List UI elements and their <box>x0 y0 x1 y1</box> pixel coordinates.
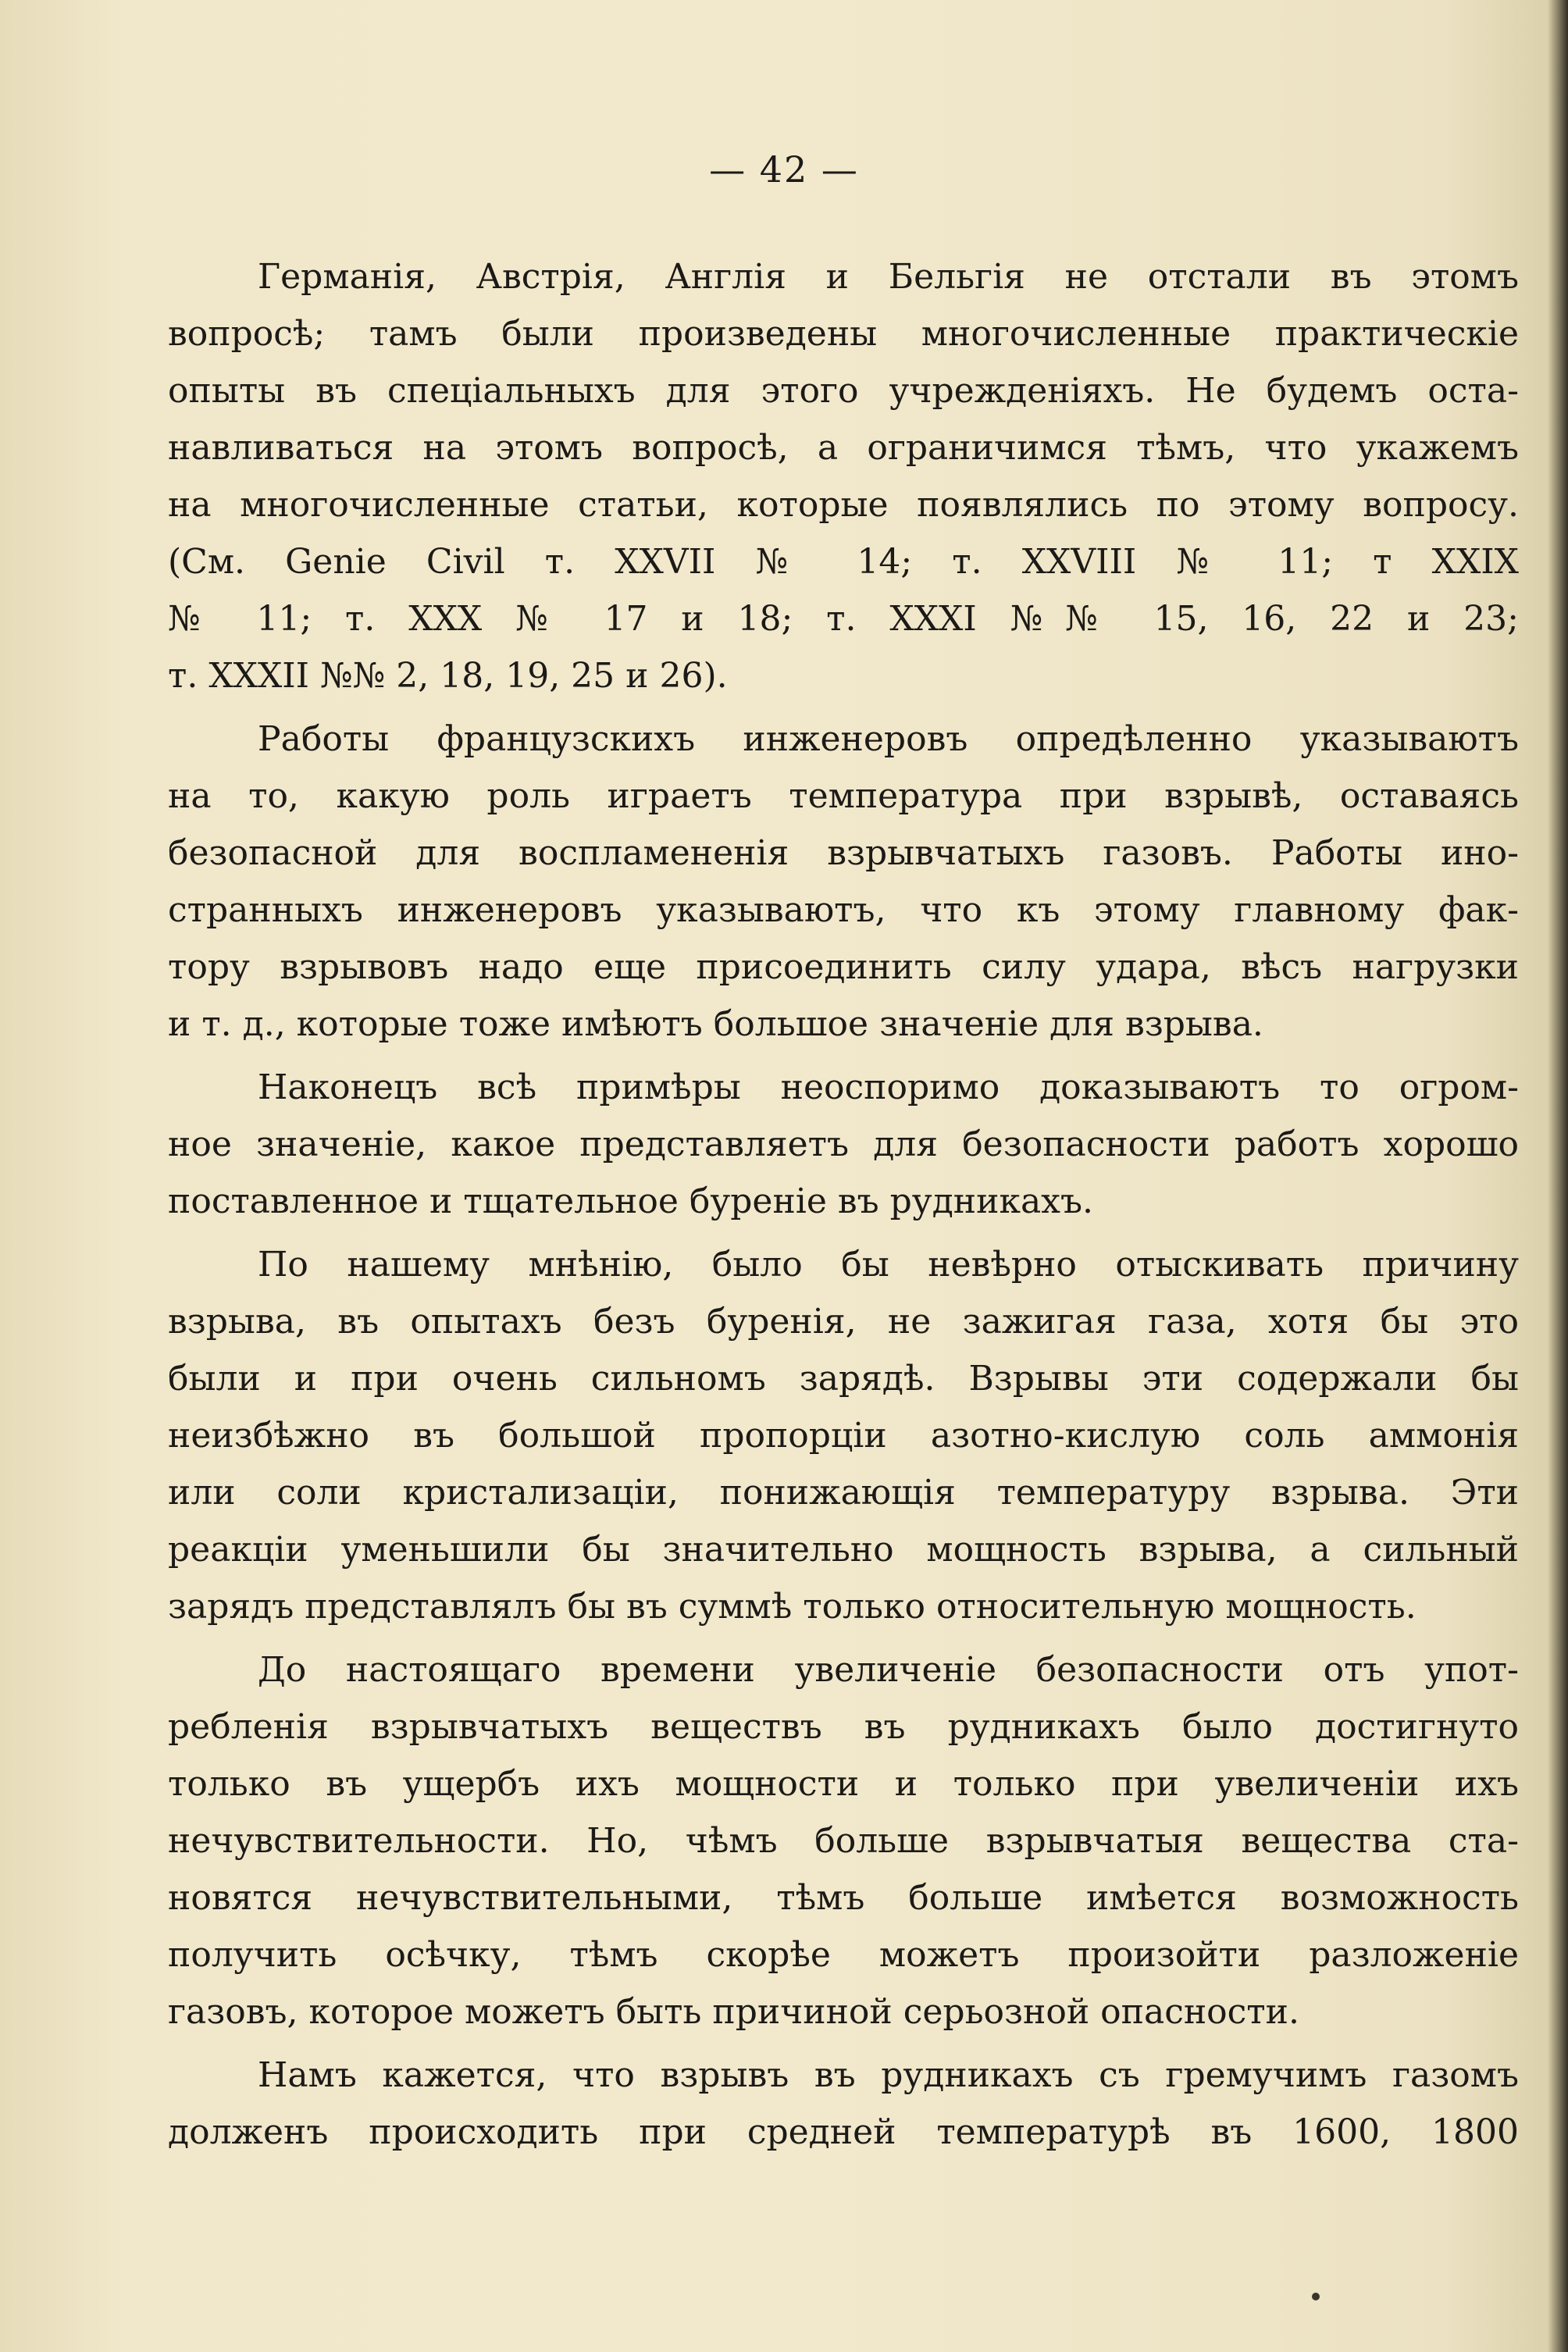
text-line: зарядъ представлялъ бы въ суммѣ только относительную мощность. <box>168 1587 1417 1627</box>
paragraph <box>168 2047 1519 2161</box>
text-line: вопросѣ; тамъ были произведены многочисленные практическіе <box>168 314 1519 354</box>
text-line: новятся нечувствительными, тѣмъ больше имѣется возможность <box>168 1878 1519 1918</box>
body-text <box>168 248 1519 2161</box>
text-line: Работы французскихъ инженеровъ опредѣленно указываютъ <box>258 719 1519 759</box>
text-line: странныхъ инженеровъ указываютъ, что къ этому главному фак- <box>168 890 1519 930</box>
text-line: неизбѣжно въ большой пропорціи азотно-кислую соль аммонія <box>168 1416 1519 1456</box>
text-line: получить осѣчку, тѣмъ скорѣе можетъ произойти разложеніе <box>168 1935 1519 1975</box>
text-line: По нашему мнѣнію, было бы невѣрно отыскивать причину <box>258 1245 1519 1285</box>
text-line: и т. д., которые тоже имѣютъ большое значеніе для взрыва. <box>168 1004 1263 1044</box>
text-line: До настоящаго времени увеличеніе безопасности отъ упот- <box>258 1650 1519 1690</box>
text-line: на то, какую роль играетъ температура при взрывѣ, оставаясь <box>168 776 1519 816</box>
text-line: тору взрывовъ надо еще присоединить силу удара, вѣсъ нагрузки <box>168 947 1519 987</box>
text-line: навливаться на этомъ вопросѣ, а ограничимся тѣмъ, что укажемъ <box>168 428 1519 468</box>
text-line: или соли кристализаціи, понижающія температуру взрыва. Эти <box>168 1473 1519 1513</box>
text-line: Наконецъ всѣ примѣры неоспоримо доказываютъ то огром- <box>258 1067 1519 1107</box>
text-line: Германія, Австрія, Англія и Бельгія не отстали въ этомъ <box>258 257 1519 297</box>
text-line: на многочисленные статьи, которые появлялись по этому вопросу. <box>168 485 1519 525</box>
text-line: долженъ происходить при средней температурѣ въ 1600, 1800 <box>168 2112 1519 2152</box>
text-line: поставленное и тщательное буреніе въ рудникахъ. <box>168 1181 1093 1221</box>
page-number: — 42 — <box>709 148 859 191</box>
paragraph <box>168 1059 1519 1230</box>
text-line: были и при очень сильномъ зарядѣ. Взрывы эти содержали бы <box>168 1359 1519 1399</box>
text-line: нечувствительности. Но, чѣмъ больше взрывчатыя вещества ста- <box>168 1821 1519 1861</box>
paragraph <box>168 1236 1519 1635</box>
paragraph <box>168 711 1519 1053</box>
text-line: газовъ, которое можетъ быть причиной серьозной опасности. <box>168 1992 1299 2032</box>
paragraph <box>168 248 1519 704</box>
ink-speck <box>1312 2293 1320 2300</box>
text-line: взрыва, въ опытахъ безъ буренія, не зажигая газа, хотя бы это <box>168 1302 1519 1342</box>
paragraph <box>168 1641 1519 2040</box>
text-line: Намъ кажется, что взрывъ въ рудникахъ съ гремучимъ газомъ <box>258 2055 1519 2095</box>
text-line: т. XXXII №№ 2, 18, 19, 25 и 26). <box>168 656 728 696</box>
text-line: безопасной для воспламененія взрывчатыхъ газовъ. Работы ино- <box>168 833 1519 873</box>
text-line: опыты въ спеціальныхъ для этого учрежденіяхъ. Не будемъ оста- <box>168 371 1519 411</box>
text-line: (См. Genie Civil т. XXVII № 14; т. XXVIII № 11; т XXIX <box>168 542 1519 582</box>
text-line: реакціи уменьшили бы значительно мощность взрыва, а сильный <box>168 1530 1519 1570</box>
text-line: только въ ущербъ ихъ мощности и только при увеличеніи ихъ <box>168 1764 1519 1804</box>
text-line: № 11; т. XXX № 17 и 18; т. XXXI №№ 15, 16, 22 и 23; <box>168 599 1519 639</box>
text-line: ное значеніе, какое представляетъ для безопасности работъ хорошо <box>168 1124 1519 1164</box>
page-edge-shadow <box>1548 0 1568 2352</box>
text-line: ребленія взрывчатыхъ веществъ въ рудникахъ было достигнуто <box>168 1707 1519 1747</box>
